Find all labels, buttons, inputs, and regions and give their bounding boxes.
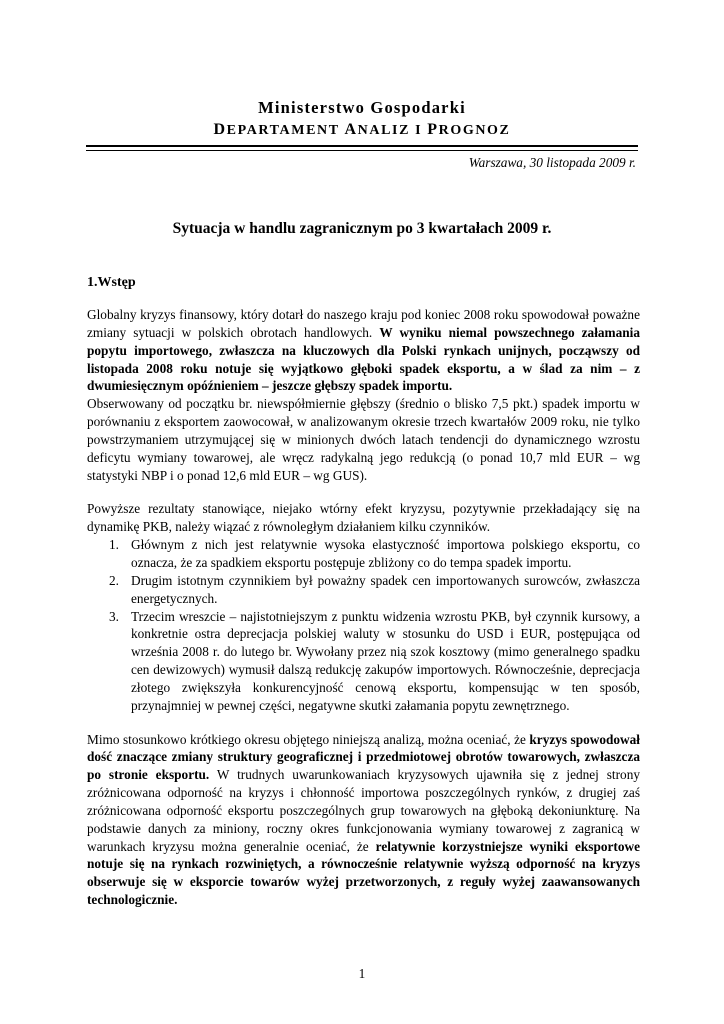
paragraph-1-bold: W wyniku niemal powszechnego załamania popytu importowego, zwłaszcza na kluczowych dla Polski rynkach unijnych, począwszy od listopada 2008 roku notuje się wyjątkowo głęboki spadek eksportu, a w ślad za nim – z dwumiesięcznym opóźnieniem – jeszcze głębszy spadek importu. [87,324,641,394]
list-item [87,536,640,572]
paragraph-2: Obserwowany od początku br. niewspółmiernie głębszy (średnio o blisko 7,5 pkt.) spadek importu w porównaniu z eksportem zaowocował, w analizowanym okresie trzech kwartałów 2009 roku, nie tylko powstrzymaniem utrzymującej się w minionych dwóch latach tendencji do dynamicznego wzrostu deficytu wymiany towarowej, ale wręcz radykalną jego redukcją (o ponad 10,7 mld EUR – wg statystyki NBP i o ponad 12,6 mld EUR – wg GUS). [87,396,640,483]
list-item-text: Głównym z nich jest relatywnie wysoka elastyczność importowa polskiego eksportu, co oznacza, że za spadkiem eksportu postępuje zbliżony co do tempa spadek importu. [131,537,640,570]
paragraph-4-text-a: Mimo stosunkowo krótkiego okresu objętego niniejszą analizą, można oceniać, że [87,731,530,747]
paragraph-1-text: Globalny kryzys finansowy, który dotarł do naszego kraju pod koniec 2008 roku spowodował poważne zmiany sytuacji w polskich obrotach handlowych. [87,307,640,340]
header-rule-thick [86,145,638,147]
list-item [87,608,640,715]
department-name [0,121,724,139]
list-item [87,572,640,608]
list-item-number: 2. [109,572,119,588]
list-item-text: Drugim istotnym czynnikiem był poważny spadek cen importowanych surowców, zwłaszcza energetycznych. [131,572,640,606]
paragraph-3: Powyższe rezultaty stanowiące, niejako wtórny efekt kryzysu, pozytywnie przekładający się na dynamikę PKB, należy wiązać z równoległym działaniem kilku czynników. [87,501,640,535]
paragraph-4 [87,731,640,909]
list-item-text: Trzecim wreszcie – najistotniejszym z punktu widzenia wzrostu PKB, był czynnik kursowy, a konkretnie ostra deprecjacja polskiej waluty w stosunku do USD i EUR, postępująca od września 2008 r. do lutego br. Wywołany przez nią szok kosztowy (mimo generalnego spadku cen dewizowych) wymusił dalszą redukcję zakupów importowych. Równocześnie, deprecjacja złotego zwiększyła konkurencyjność cenową eksportu, kompensując w ten sposób, przynajmniej w pewnej części, negatywne skutki załamania popytu zewnętrznego. [131,608,640,713]
document-body [87,306,640,909]
document-title: Sytuacja w handlu zagranicznym po 3 kwartałach 2009 r. [172,220,552,237]
section-heading: 1.Wstęp [87,275,136,290]
header-rule-thin [86,150,638,151]
department-cap-d: D [213,121,227,138]
factor-list [87,536,640,714]
list-item-number: 3. [109,608,119,624]
document-date: Warszawa, 30 listopada 2009 r. [468,155,636,170]
ministry-name: Ministerstwo Gospodarki [258,98,466,117]
list-item-number: 1. [109,537,119,553]
page-number: 1 [358,966,366,981]
department-cap-p: P [427,121,439,138]
department-part-2: NALIZ I [357,123,428,138]
paragraph-4-bold-b: kryzys spowodował dość znaczące zmiany struktury geograficznej i przedmiotowej obrotów towarowych, zwłaszcza po stronie eksportu. [87,731,640,783]
department-cap-a: A [344,121,358,138]
department-part-3: ROGNOZ [438,123,511,138]
department-part-1: EPARTAMENT [226,123,345,138]
paragraph-1 [87,306,640,395]
paragraph-4-text-c: W trudnych uwarunkowaniach kryzysowych ujawniła się z jednej strony zróżnicowana odporność na kryzys i chłonność importowa poszczególnych rynków, z drugiej zaś zróżnicowana odporność eksportu poszczególnych grup towarowych na głęboką dekoniunkturę. Na podstawie danych za miniony, roczny okres funkcjonowania wymiany towarowej z zagranicą w warunkach kryzysu można generalnie oceniać, że [87,767,640,854]
paragraph-4-bold-d: relatywnie korzystniejsze wyniki eksportowe notuje się na rynkach rozwiniętych, a równocześnie relatywnie wyższą odporność na kryzys obserwuje się w eksporcie towarów wyżej przetworzonych, z reguły wyżej zaawansowanych technologicznie. [87,838,640,908]
